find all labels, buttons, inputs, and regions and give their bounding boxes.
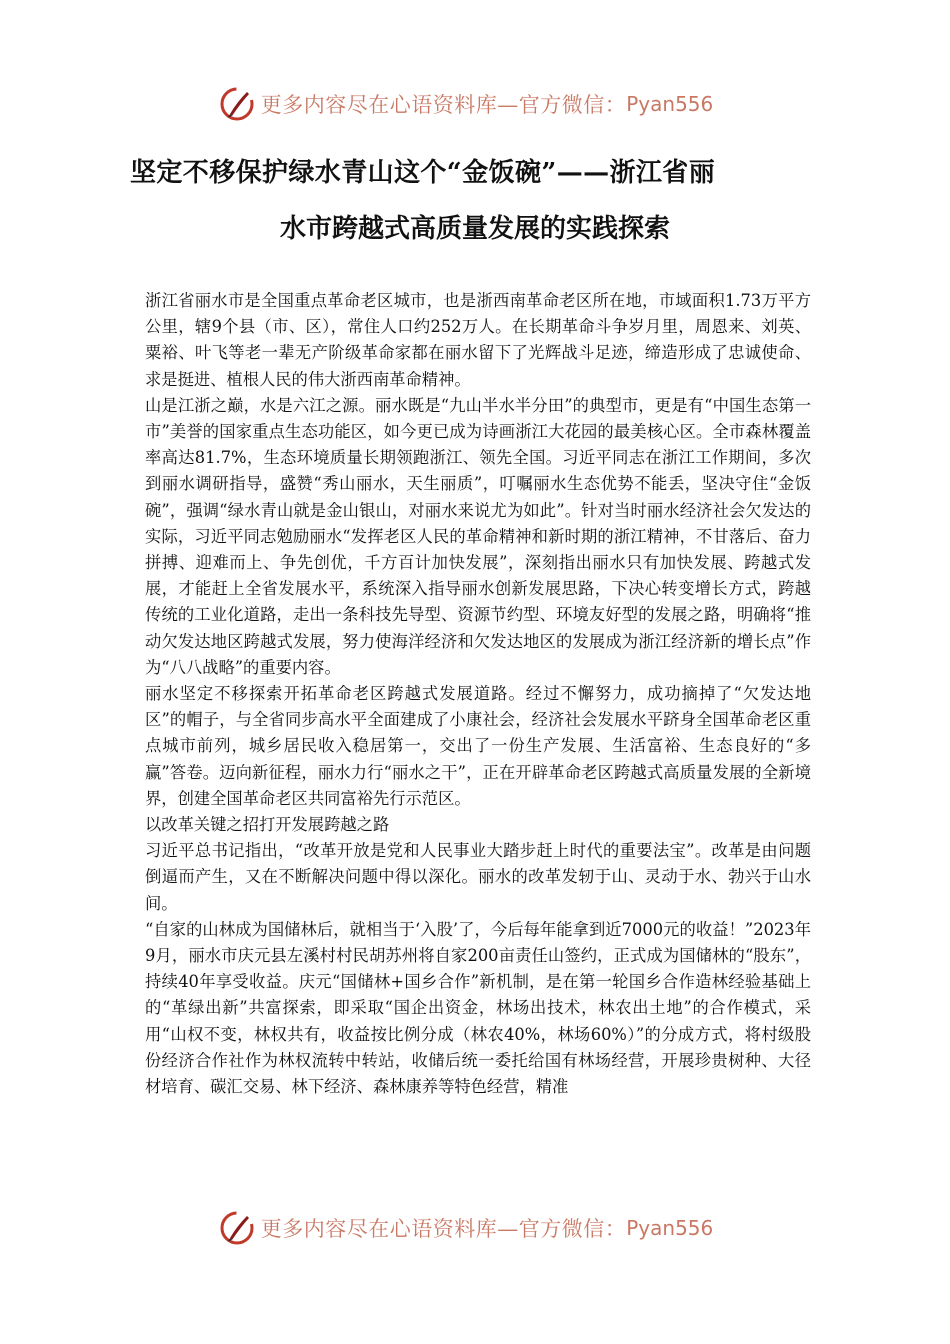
paragraph: 丽水坚定不移探索开拓革命老区跨越式发展道路。经过不懈努力，成功摘掉了“欠发达地区”的帽子，与全省同步高水平全面建成了小康社会，经济社会发展水平跻身全国革命老区重点城市前列，城乡居民收入稳居第一，交出了一份生产发展、生活富裕、生态良好的“多赢”答卷。迈向新征程，丽水力行“丽水之干”，正在开辟革命老区跨越式高质量发展的全新境界，创建全国革命老区共同富裕先行示范区。 (145, 684, 811, 808)
paragraph: 山是江浙之巅，水是六江之源。丽水既是“九山半水半分田”的典型市，更是有“中国生态第一市”美誉的国家重点生态功能区，如今更已成为诗画浙江大花园的最美核心区。全市森林覆盖率高达81.7%，生态环境质量长期领跑浙江、领先全国。习近平同志在浙江工作期间，多次到丽水调研指导，盛赞“秀山丽水，天生丽质”，叮嘱丽水生态优势不能丢，坚决守住“金饭碗”，强调“绿水青山就是金山银山，对丽水来说尤为如此”。针对当时丽水经济社会欠发达的实际，习近平同志勉励丽水“发挥老区人民的革命精神和新时期的浙江精神，不甘落后、奋力拼搏、迎难而上、争先创优，千方百计加快发展”，深刻指出丽水只有加快发展、跨越式发展，才能赶上全省发展水平，系统深入指导丽水创新发展思路，下决心转变增长方式，跨越传统的工业化道路，走出一条科技先导型、资源节约型、环境友好型的发展之路，明确将“推动欠发达地区跨越式发展，努力使海洋经济和欠发达地区的发展成为浙江经济新的增长点”作为“八八战略”的重要内容。 (145, 395, 811, 677)
watermark-contact: Pyan556 (626, 1216, 714, 1240)
article-body (145, 288, 811, 1100)
section-heading: 以改革关键之招打开发展跨越之路 (145, 815, 390, 835)
footer-watermark-banner (0, 1204, 950, 1252)
paragraph: “自家的山林成为国储林后，就相当于‘入股’了，今后每年能拿到近7000元的收益！”2023年9月，丽水市庆元县左溪村村民胡苏州将自家200亩责任山签约，正式成为国储林的“股东”，持续40年享受收益。庆元“国储林+国乡合作”新机制，是在第一轮国乡合作造林经验基础上的“革绿出新”共富探索，即采取“国企出资金，林场出技术，林农出土地”的合作模式，采用“山权不变，林权共有，收益按比例分成（林农40%，林场60%）”的分成方式，将村级股份经济合作社作为林权流转中转站，收储后统一委托给国有林场经营，开展珍贵树种、大径材培育、碳汇交易、林下经济、森林康养等特色经营，精准 (145, 919, 811, 1097)
title-line-2: 水市跨越式高质量发展的实践探索 (279, 214, 670, 244)
brush-logo-icon (217, 1208, 257, 1248)
document-title (130, 145, 820, 257)
paragraph: 浙江省丽水市是全国重点革命老区城市，也是浙西南革命老区所在地，市域面积1.73万平方公里，辖9个县（市、区），常住人口约252万人。在长期革命斗争岁月里，周恩来、刘英、粟裕、叶飞等老一辈无产阶级革命家都在丽水留下了光辉战斗足迹，缔造形成了忠诚使命、求是挺进、植根人民的伟大浙西南革命精神。 (145, 291, 811, 389)
header-watermark-banner (0, 80, 950, 128)
watermark-text: 更多内容尽在心语资料库—官方微信： (260, 1217, 627, 1241)
brush-logo-icon (217, 84, 257, 124)
paragraph: 习近平总书记指出，“改革开放是党和人民事业大踏步赶上时代的重要法宝”。改革是由问题倒逼而产生，又在不断解决问题中得以深化。丽水的改革发轫于山、灵动于水、勃兴于山水间。 (145, 841, 811, 913)
watermark-text: 更多内容尽在心语资料库—官方微信： (260, 93, 627, 117)
watermark-contact: Pyan556 (626, 92, 714, 116)
title-line-1: 坚定不移保护绿水青山这个“金饭碗”——浙江省丽 (130, 158, 716, 188)
